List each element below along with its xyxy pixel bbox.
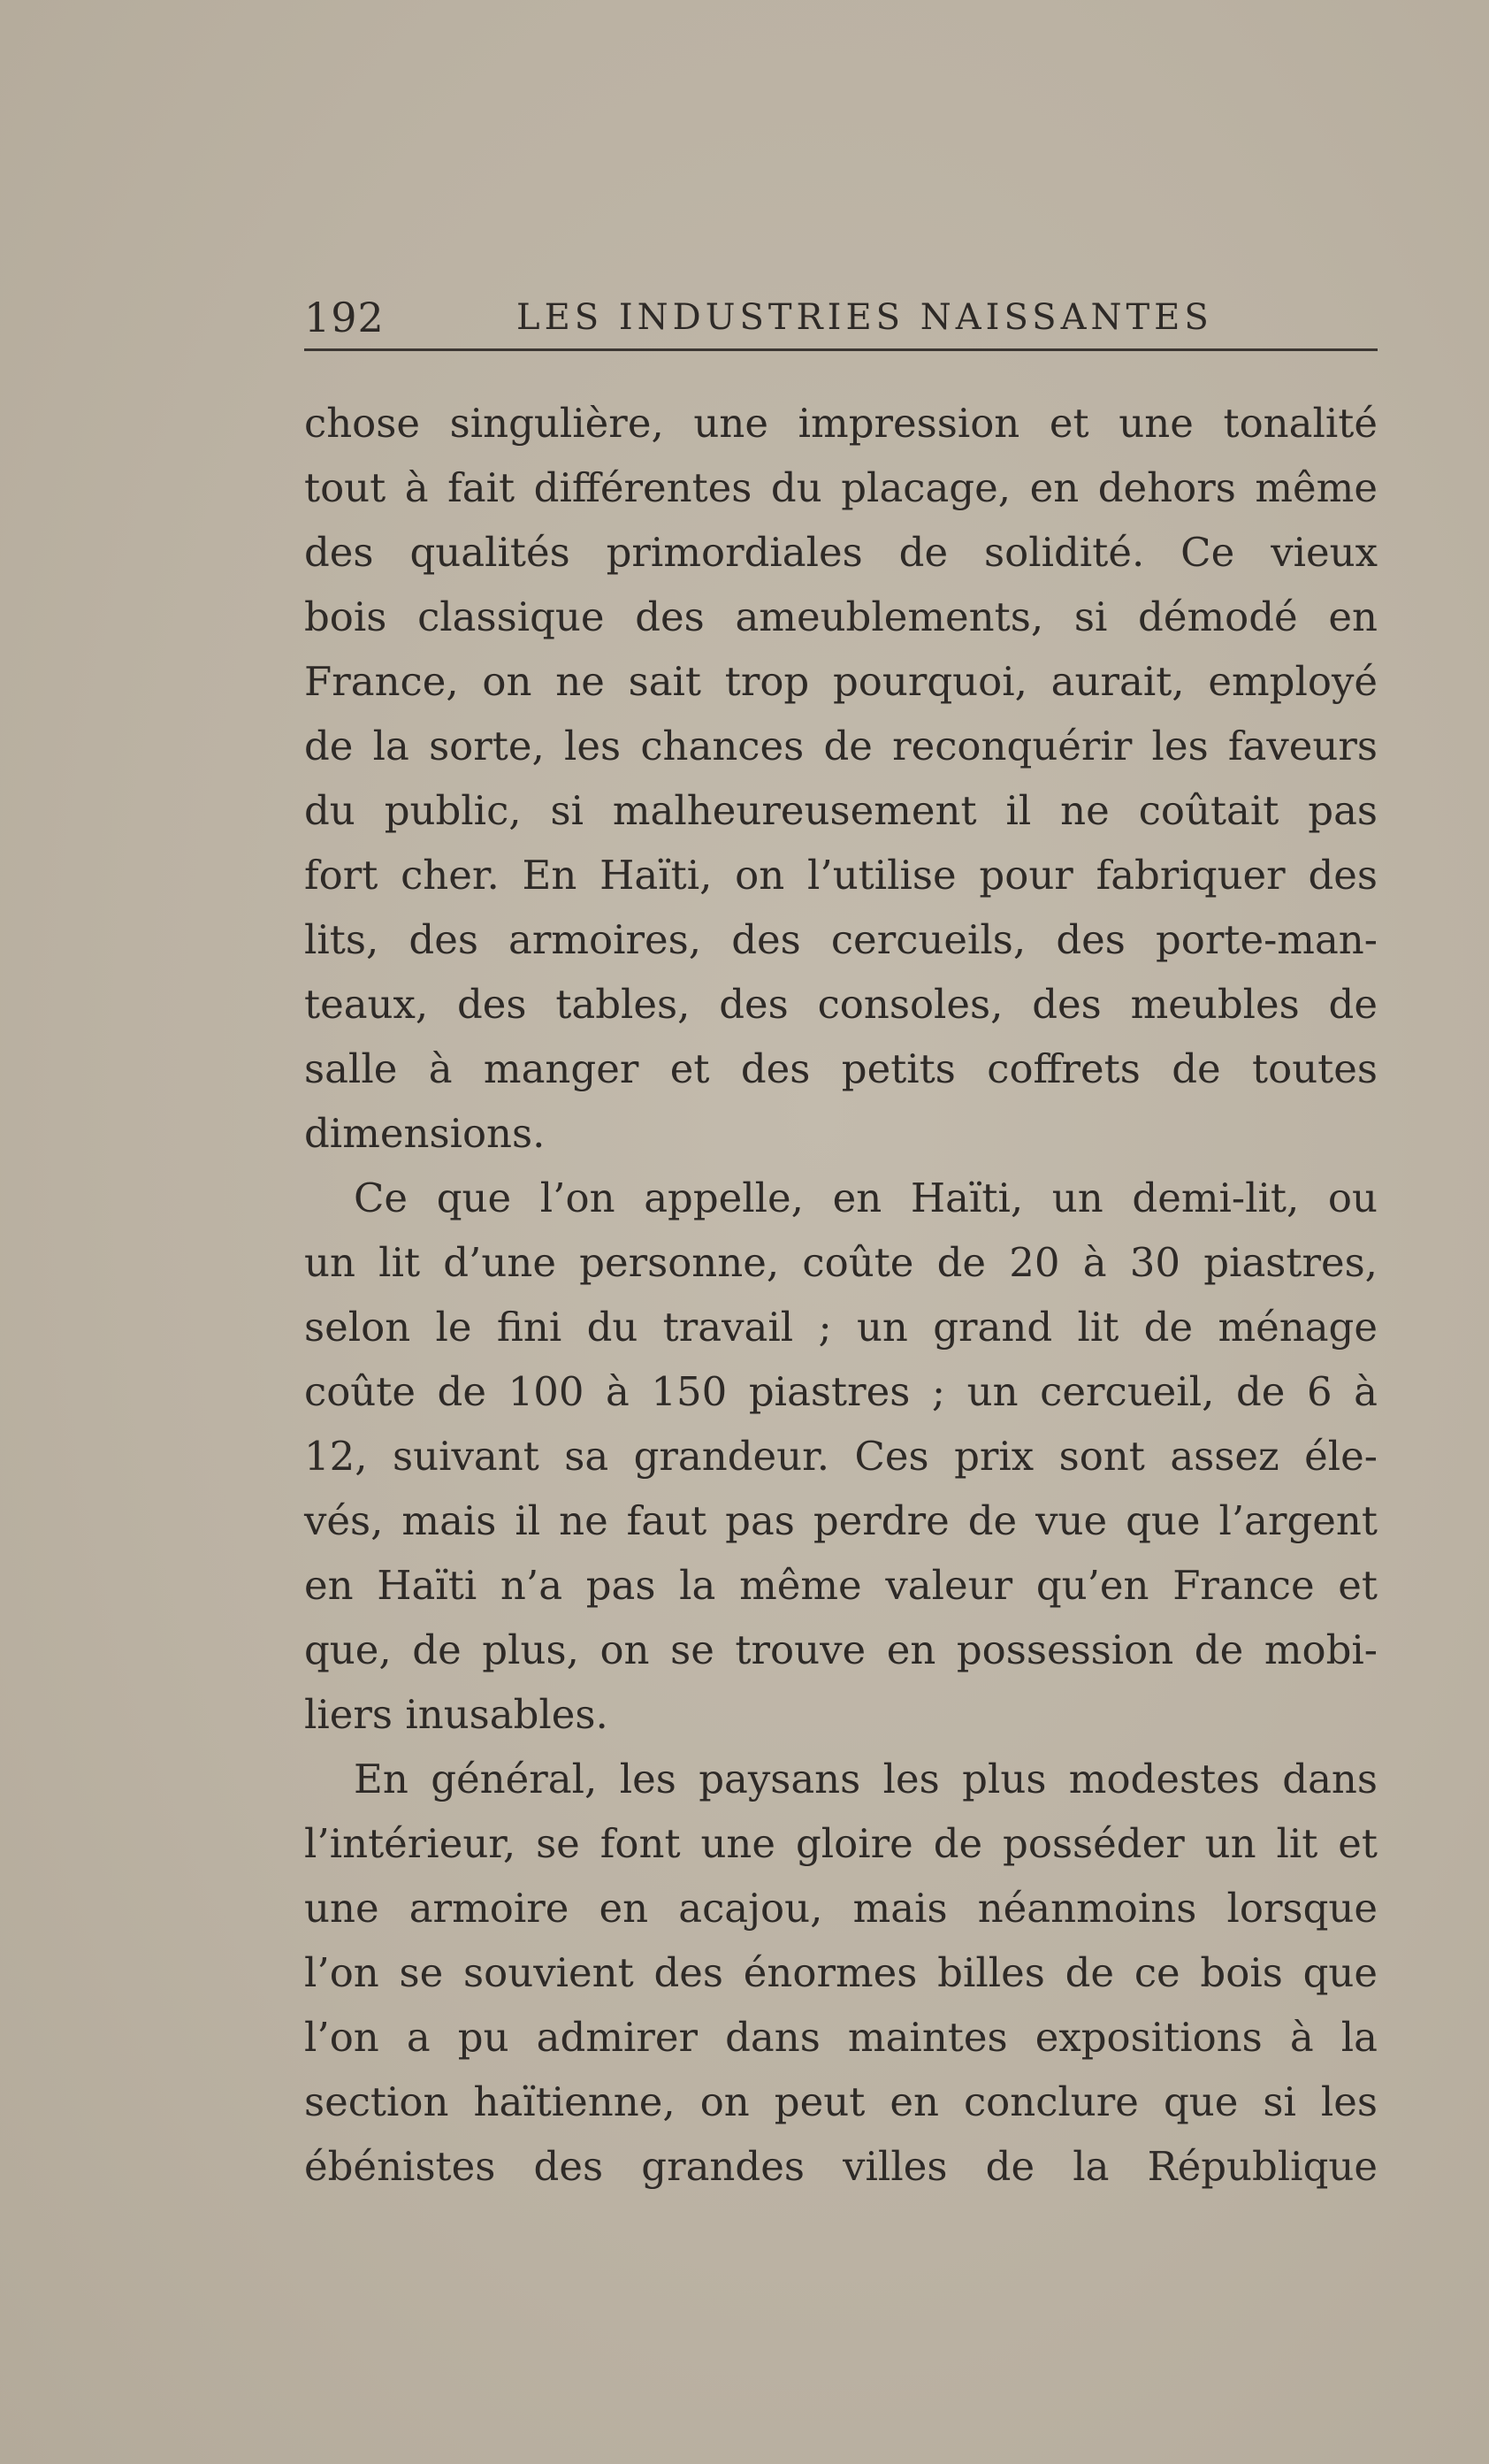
text-line: des qualités primordiales de solidité. Ce vieux xyxy=(304,529,1378,576)
text-line: 12, suivant sa grandeur. Ces prix sont assez éle- xyxy=(304,1433,1378,1480)
text-line: fort cher. En Haïti, on l’utilise pour fabriquer des xyxy=(304,852,1378,899)
text-line: selon le fini du travail ; un grand lit de ménage xyxy=(304,1304,1378,1351)
text-line: teaux, des tables, des consoles, des meubles de xyxy=(304,981,1378,1028)
text-line: dimensions. xyxy=(304,1110,546,1157)
text-line: tout à fait différentes du placage, en dehors même xyxy=(304,464,1378,511)
text-line: liers inusables. xyxy=(304,1691,608,1738)
text-line: lits, des armoires, des cercueils, des porte-man- xyxy=(304,916,1378,963)
text-line: En général, les paysans les plus modestes dans xyxy=(354,1756,1378,1802)
text-line: l’on se souvient des énormes billes de ce bois que xyxy=(304,1949,1378,1996)
text-line: section haïtienne, on peut en conclure que si les xyxy=(304,2078,1378,2125)
page-number: 192 xyxy=(304,294,385,341)
text-line: Ce que l’on appelle, en Haïti, un demi-lit, ou xyxy=(354,1175,1378,1221)
body-text xyxy=(304,391,1378,2199)
running-head xyxy=(304,288,1378,350)
text-line: France, on ne sait trop pourquoi, aurait, employé xyxy=(304,658,1378,705)
header-rule xyxy=(304,348,1378,351)
text-line: un lit d’une personne, coûte de 20 à 30 piastres, xyxy=(304,1239,1378,1286)
text-line: vés, mais il ne faut pas perdre de vue que l’argent xyxy=(304,1497,1378,1544)
text-line: que, de plus, on se trouve en possession de mobi- xyxy=(304,1626,1378,1673)
text-line: bois classique des ameublements, si démodé en xyxy=(304,593,1378,640)
text-line: chose singulière, une impression et une tonalité xyxy=(304,400,1378,447)
text-line: une armoire en acajou, mais néanmoins lorsque xyxy=(304,1885,1378,1932)
text-line: l’on a pu admirer dans maintes expositions à la xyxy=(304,2014,1378,2061)
text-line: du public, si malheureusement il ne coûtait pas xyxy=(304,787,1378,834)
text-line: coûte de 100 à 150 piastres ; un cercueil, de 6 à xyxy=(304,1368,1378,1415)
text-line: salle à manger et des petits coffrets de toutes xyxy=(304,1045,1378,1092)
running-title: LES INDUSTRIES NAISSANTES xyxy=(516,297,1213,338)
text-line: ébénistes des grandes villes de la République xyxy=(304,2143,1378,2190)
text-line: l’intérieur, se font une gloire de posséder un lit et xyxy=(304,1820,1378,1867)
text-line: de la sorte, les chances de reconquérir les faveurs xyxy=(304,723,1378,769)
text-line: en Haïti n’a pas la même valeur qu’en France et xyxy=(304,1562,1378,1609)
